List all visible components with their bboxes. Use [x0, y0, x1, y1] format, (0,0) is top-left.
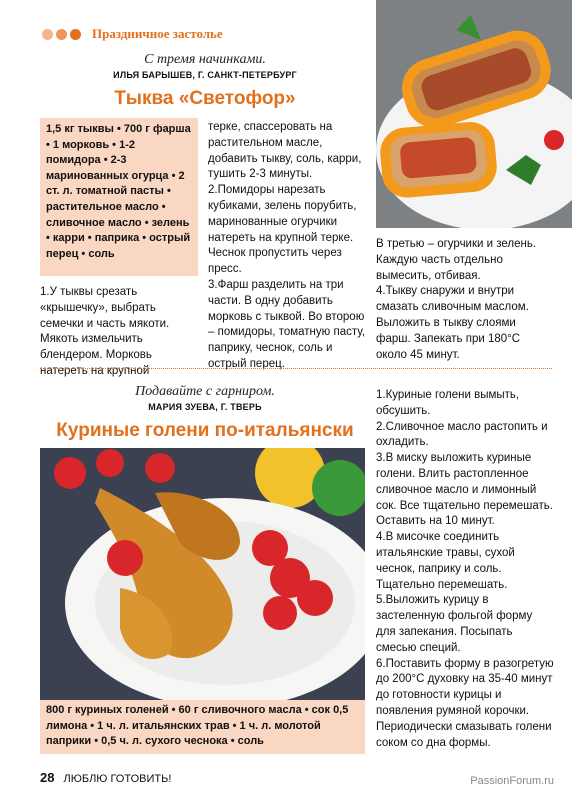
recipe1-title: Тыква «Светофор» — [114, 88, 296, 109]
dot-3 — [70, 29, 81, 40]
footer — [40, 770, 171, 785]
recipe1-col1 — [40, 285, 200, 380]
recipe1-step4: 4.Тыкву снаружи и внутри смазать сливочным маслом. Выложить в тыкву слоями фарш. Запекать при 180°С около 45 минут. — [376, 285, 529, 361]
dot-2 — [56, 29, 67, 40]
header-dots — [42, 27, 84, 45]
recipe2-step2: 2.Сливочное масло растопить и охладить. — [376, 420, 548, 449]
recipe2-step4: 4.В мисочке соединить итальянские травы, сухой чеснок, паприку и соль. Тщательно перемешать. — [376, 531, 515, 591]
recipe1-step1: 1.У тыквы срезать «крышечку», выбрать семечки и часть мякоти. Мякоть измельчить блендером. Морковь натереть на крупной — [40, 286, 170, 377]
recipe1-ingredients: 1,5 кг тыквы • 700 г фарша • 1 морковь • 1-2 помидора • 2-3 маринованных огурца • 2 ст. л. томатной пасты • растительное масло • сливочное масло • зелень • карри • паприка • острый перец • соль — [46, 123, 191, 260]
recipe2-ingredients-box — [40, 700, 365, 754]
recipe1-step2: 2.Помидоры нарезать кубиками, зелень порубить, маринованные огурчики натереть на крупной терке. Чеснок пропустить через пресс. — [208, 184, 357, 276]
page-number: 28 — [40, 770, 55, 785]
recipe1-col3 — [376, 237, 552, 363]
recipe2-step6: 6.Поставить форму в разогретую до 200°С духовку на 35-40 минут до готовности курицы и появления румяной корочки. Периодически смазывать голени соком со дна формы. — [376, 657, 554, 749]
recipe1-ingredients-box — [40, 118, 198, 276]
watermark: PassionForum.ru — [470, 775, 554, 787]
recipe2-intro: Подавайте с гарниром. — [135, 384, 275, 399]
recipe1-col2 — [208, 120, 370, 373]
dot-1 — [42, 29, 53, 40]
recipe2-step1: 1.Куриные голени вымыть, обсушить. — [376, 389, 520, 417]
section-title: Праздничное застолье — [92, 26, 223, 41]
section-divider — [40, 368, 552, 369]
recipe1-intro: С тремя начинками. — [144, 52, 266, 67]
chicken-photo — [40, 448, 365, 700]
pumpkin-photo — [376, 0, 572, 228]
recipe1-step3: 3.Фарш разделить на три части. В одну добавить морковь с тыквой. Во второю – помидоры, томатную пасту, паприку, чеснок, соль и острый перец. — [208, 278, 366, 370]
recipe2-author: МАРИЯ ЗУЕВА, Г. ТВЕРЬ — [148, 402, 262, 412]
recipe2-step5: 5.Выложить курицу в застеленную фольгой форму для запекания. Посыпать смесью специй. — [376, 594, 533, 654]
magazine-name: ЛЮБЛЮ ГОТОВИТЬ! — [63, 773, 172, 785]
recipe2-step3: 3.В миску выложить куриные голени. Влить растопленное сливочное масло и лимонный сок. Все тщательно перемешать. Оставить на 10 минут. — [376, 452, 553, 528]
recipe1-step3-cont: В третью – огурчики и зелень. Каждую часть отдельно вымесить, отбивая. — [376, 238, 537, 282]
recipe2-title: Куриные голени по-итальянски — [56, 420, 354, 441]
recipe2-steps — [376, 388, 554, 751]
recipe1-author: ИЛЬЯ БАРЫШЕВ, Г. САНКТ-ПЕТЕРБУРГ — [113, 70, 297, 80]
recipe2-ingredients: 800 г куриных голеней • 60 г сливочного масла • сок 0,5 лимона • 1 ч. л. итальянских трав • 1 ч. л. молотой паприки • 0,5 ч. л. сухого чеснока • соль — [46, 704, 349, 748]
recipe1-step1-cont: терке, спассеровать на растительном масле, добавить тыкву, соль, карри, тушить 2-3 минуты. — [208, 121, 362, 181]
